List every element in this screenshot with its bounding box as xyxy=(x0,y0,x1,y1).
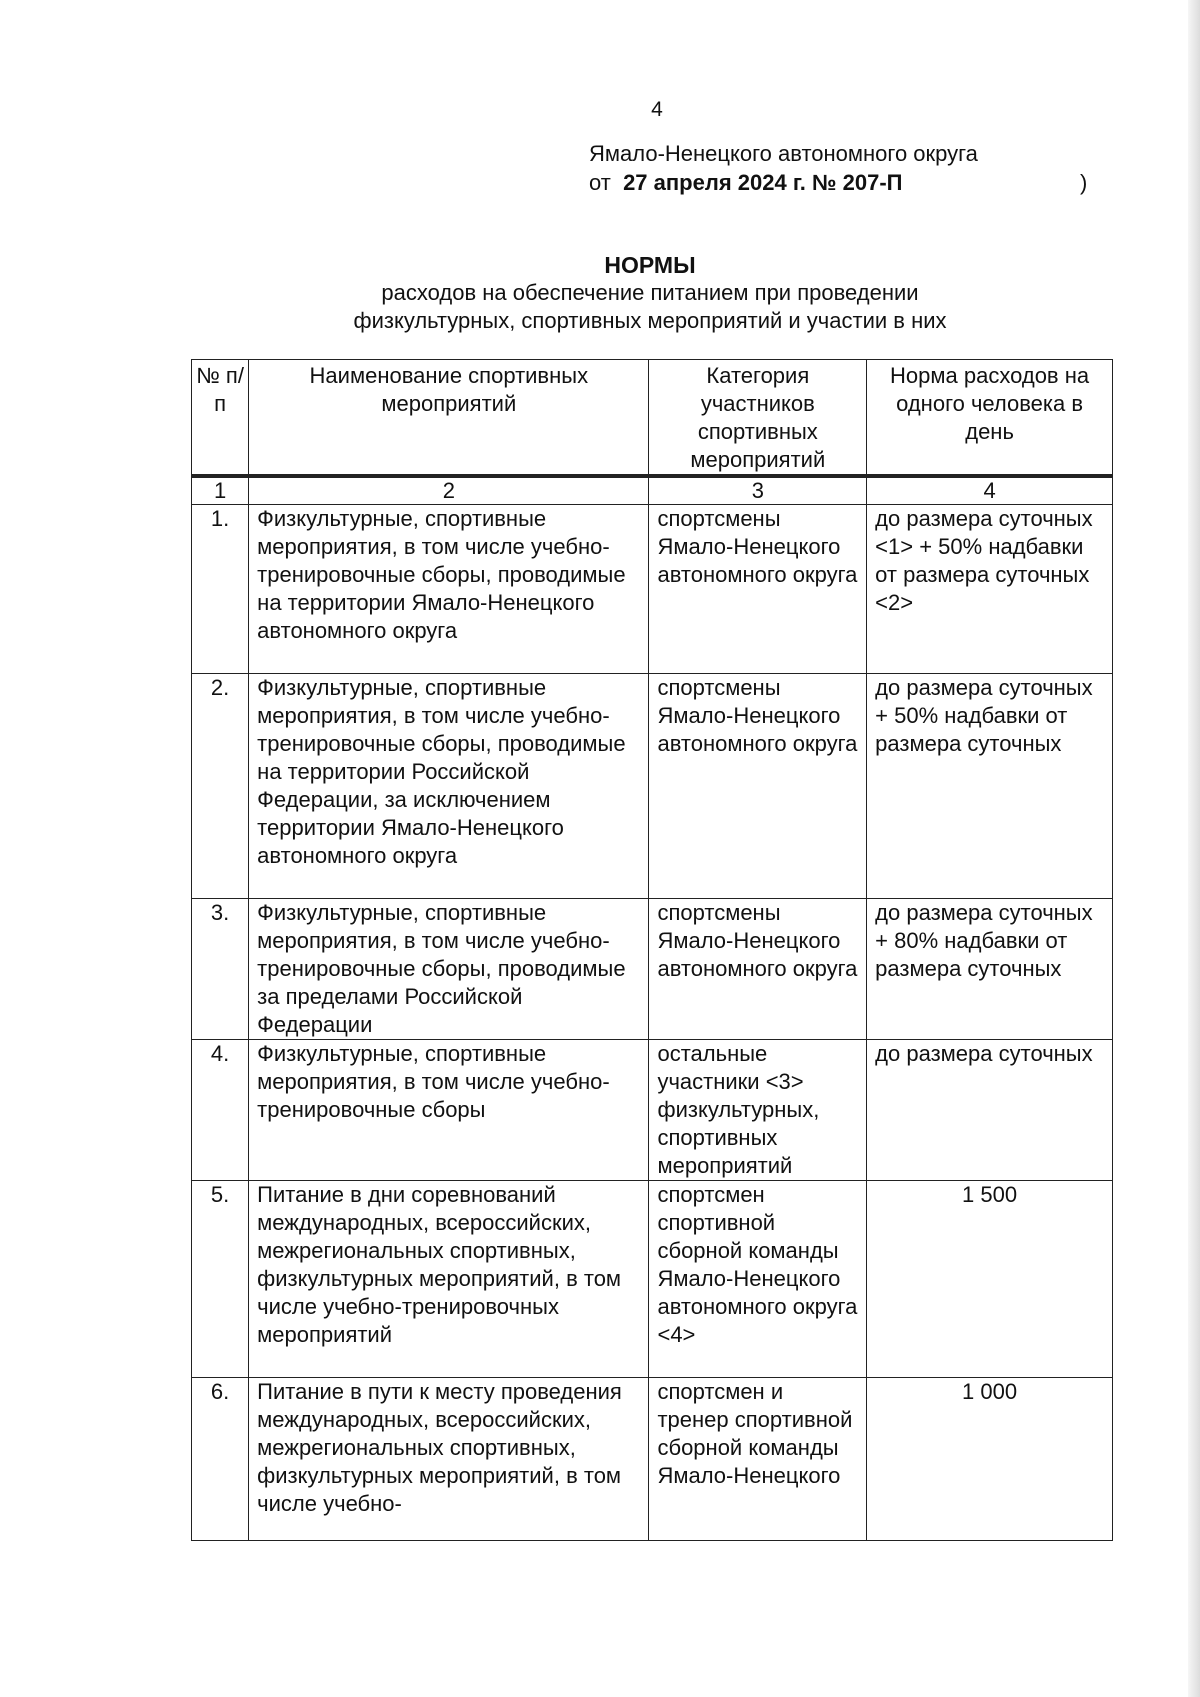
event-name: Питание в пути к месту проведения международных, всероссийских, межрегиональных спортивных, физкультурных мероприятий, в том числе учебно- xyxy=(249,1378,649,1541)
expense-norm: 1 000 xyxy=(867,1378,1113,1541)
column-numbers-row xyxy=(192,476,1113,505)
table-header-row xyxy=(192,360,1113,477)
row-number: 3. xyxy=(192,899,249,1040)
table-row xyxy=(192,899,1113,1040)
column-number: 2 xyxy=(249,476,649,505)
event-name: Физкультурные, спортивные мероприятия, в том числе учебно-тренировочные сборы xyxy=(249,1040,649,1181)
row-number: 4. xyxy=(192,1040,249,1181)
expense-norm: до размера суточных <1> + 50% надбавки от размера суточных <2> xyxy=(867,505,1113,674)
page-edge-shadow xyxy=(1188,0,1200,1697)
page-number: 4 xyxy=(651,98,663,121)
column-number: 4 xyxy=(867,476,1113,505)
header-date-prefix: от xyxy=(589,170,611,195)
document-title xyxy=(190,251,1110,335)
row-number: 5. xyxy=(192,1181,249,1378)
title-main: НОРМЫ xyxy=(604,252,696,278)
header-expense-norm: Норма расходов на одного человека в день xyxy=(867,360,1113,477)
table-row xyxy=(192,1378,1113,1541)
participant-category: спортсмены Ямало-Ненецкого автономного округа xyxy=(649,899,867,1040)
header-region: Ямало-Ненецкого автономного округа xyxy=(589,141,978,166)
column-number: 1 xyxy=(192,476,249,505)
table-row xyxy=(192,674,1113,899)
header-event-name: Наименование спортивных мероприятий xyxy=(249,360,649,477)
row-number: 6. xyxy=(192,1378,249,1541)
title-sub-line-1: расходов на обеспечение питанием при проведении xyxy=(381,280,919,305)
column-number: 3 xyxy=(649,476,867,505)
header-date-number: 27 апреля 2024 г. № 207-П xyxy=(623,170,903,195)
header-closing-paren: ) xyxy=(1080,170,1088,195)
header-participant-category: Категория участников спортивных мероприятий xyxy=(649,360,867,477)
participant-category: спортсмен и тренер спортивной сборной команды Ямало-Ненецкого xyxy=(649,1378,867,1541)
participant-category: спортсмены Ямало-Ненецкого автономного округа xyxy=(649,505,867,674)
participant-category: спортсмены Ямало-Ненецкого автономного округа xyxy=(649,674,867,899)
expense-norm: до размера суточных xyxy=(867,1040,1113,1181)
row-number: 2. xyxy=(192,674,249,899)
event-name: Физкультурные, спортивные мероприятия, в том числе учебно-тренировочные сборы, проводимые за пределами Российской Федерации xyxy=(249,899,649,1040)
row-number: 1. xyxy=(192,505,249,674)
participant-category: спортсмен спортивной сборной команды Ямало-Ненецкого автономного округа <4> xyxy=(649,1181,867,1378)
header-date-line xyxy=(589,170,903,196)
participant-category: остальные участники <3> физкультурных, спортивных мероприятий xyxy=(649,1040,867,1181)
event-name: Питание в дни соревнований международных, всероссийских, межрегиональных спортивных, физкультурных мероприятий, в том числе учебно-тренировочных мероприятий xyxy=(249,1181,649,1378)
header-num: № п/п xyxy=(192,360,249,477)
expense-norm: 1 500 xyxy=(867,1181,1113,1378)
expense-norm: до размера суточных + 50% надбавки от размера суточных xyxy=(867,674,1113,899)
table-row xyxy=(192,505,1113,674)
table-row xyxy=(192,1181,1113,1378)
event-name: Физкультурные, спортивные мероприятия, в том числе учебно-тренировочные сборы, проводимые на территории Ямало-Ненецкого автономного округа xyxy=(249,505,649,674)
norms-table xyxy=(191,359,1113,1541)
table-row xyxy=(192,1040,1113,1181)
title-sub-line-2: физкультурных, спортивных мероприятий и участии в них xyxy=(353,308,947,333)
expense-norm: до размера суточных + 80% надбавки от размера суточных xyxy=(867,899,1113,1040)
event-name: Физкультурные, спортивные мероприятия, в том числе учебно-тренировочные сборы, проводимые на территории Российской Федерации, за исключением территории Ямало-Ненецкого автономного округа xyxy=(249,674,649,899)
